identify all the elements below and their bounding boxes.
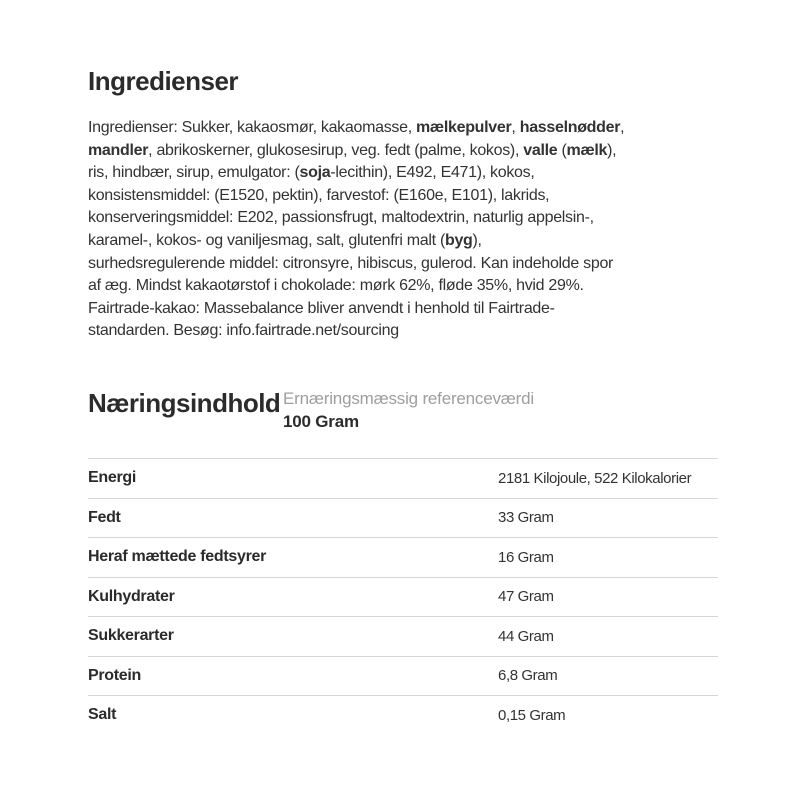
ingredients-title: Ingredienser <box>88 66 239 96</box>
nutrient-value: 0,15 Gram <box>498 706 566 724</box>
ingredients-line <box>88 298 668 321</box>
text-segment: ris, hindbær, sirup, emulgator: ( <box>88 164 300 182</box>
table-row-sukkerarter <box>88 616 718 656</box>
text-segment: , <box>511 119 520 136</box>
nutrient-value: 16 Gram <box>498 548 554 566</box>
nutrition-title: Næringsindhold <box>88 388 281 418</box>
reference-amount: 100 Gram <box>283 412 359 431</box>
text-segment: konserveringsmiddel: E202, passionsfrugt, maltodextrin, naturlig appelsin-, <box>88 209 594 227</box>
bold-text-segment: soja <box>299 164 331 182</box>
nutrient-value: 2181 Kilojoule, 522 Kilokalorier <box>498 469 692 487</box>
text-segment: , abrikoskerner, glukosesirup, veg. fedt (palme, kokos), <box>148 141 524 159</box>
text-segment: standarden. Besøg: info.fairtrade.net/sourcing <box>88 322 399 340</box>
ingredients-line <box>88 253 668 276</box>
nutrient-value: 33 Gram <box>498 509 554 527</box>
ingredients-line <box>88 275 668 298</box>
nutrient-label: Kulhydrater <box>88 587 175 605</box>
ingredients-line <box>88 185 668 208</box>
text-segment: Ingredienser: Sukker, kakaosmør, kakaomasse, <box>88 119 416 136</box>
bold-text-segment: mælkepulver <box>416 119 512 136</box>
ingredients-line <box>88 207 668 230</box>
nutrient-label: Protein <box>88 666 142 684</box>
bold-text-segment: mælk <box>566 141 608 159</box>
table-row-maettede-fedtsyrer <box>88 537 718 577</box>
ingredients-line <box>88 230 668 253</box>
table-row-protein <box>88 656 718 696</box>
nutrition-reference <box>283 387 534 433</box>
table-row-salt <box>88 695 718 735</box>
bold-text-segment: mandler <box>88 141 149 159</box>
text-segment: ), <box>607 141 617 159</box>
reference-label: Ernæringsmæssig referenceværdi <box>283 389 534 408</box>
text-segment: surhedsregulerende middel: citronsyre, hibiscus, gulerod. Kan indeholde spor <box>88 254 614 272</box>
table-row-fedt <box>88 498 718 538</box>
text-segment: af æg. Mindst kakaotørstof i chokolade: mørk 62%, fløde 35%, hvid 29%. <box>88 277 584 295</box>
nutrient-label: Heraf mættede fedtsyrer <box>88 548 267 566</box>
ingredients-text <box>88 117 668 343</box>
text-segment: konsistensmiddel: (E1520, pektin), farvestof: (E160e, E101), lakrids, <box>88 186 550 204</box>
table-row-kulhydrater <box>88 577 718 617</box>
text-segment: , <box>620 119 625 136</box>
nutrient-label: Energi <box>88 469 136 487</box>
nutrient-label: Sukkerarter <box>88 627 174 645</box>
text-segment: ), <box>472 231 482 249</box>
nutrient-value: 47 Gram <box>498 588 554 606</box>
text-segment: -lecithin), E492, E471), kokos, <box>330 164 535 182</box>
bold-text-segment: byg <box>444 231 473 249</box>
nutrient-value: 44 Gram <box>498 627 554 645</box>
nutrition-table <box>88 458 718 735</box>
nutrient-value: 6,8 Gram <box>498 667 558 685</box>
text-segment: karamel-, kokos- og vaniljesmag, salt, glutenfri malt ( <box>88 231 445 249</box>
ingredients-line <box>88 140 668 163</box>
bold-text-segment: valle <box>523 141 558 159</box>
nutrient-label: Fedt <box>88 508 121 526</box>
ingredients-line <box>88 117 668 140</box>
text-segment: ( <box>557 141 567 159</box>
text-segment: Fairtrade-kakao: Massebalance bliver anvendt i henhold til Fairtrade- <box>88 299 555 317</box>
bold-text-segment: hasselnødder <box>519 119 621 136</box>
ingredients-line <box>88 320 668 343</box>
table-row-energi <box>88 458 718 498</box>
nutrient-label: Salt <box>88 706 117 724</box>
ingredients-line <box>88 162 668 185</box>
